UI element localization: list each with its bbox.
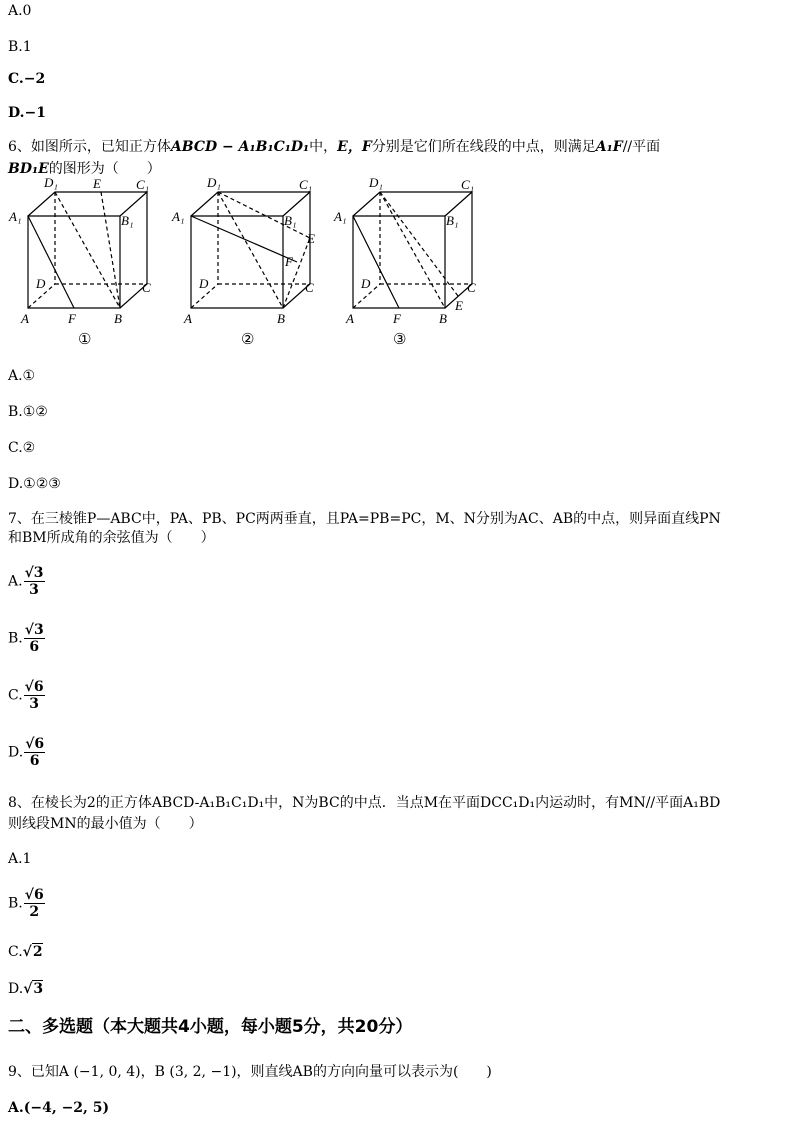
q5-option-a: A.0 <box>8 3 32 19</box>
q7-option-c-fraction: $\frac{√6}{3}$ <box>24 679 44 712</box>
q8-option-b <box>8 887 45 920</box>
fig1-label-e: E <box>93 176 101 191</box>
fig3-label-f: F <box>393 311 401 326</box>
q6-ef: E，F <box>337 139 372 155</box>
q7-option-d <box>8 736 45 769</box>
q6-mid1: 中， <box>309 139 338 155</box>
fig1-label-b1: B₁ <box>121 213 134 228</box>
q7-option-c-label: C. <box>8 687 23 704</box>
q9-stem: 9、已知A (−1, 0, 4)，B (3, 2, −1)，则直线AB的方向向量可以表示为( ) <box>8 1064 492 1080</box>
fig1-label-d: D <box>36 276 46 291</box>
q7-option-a-label: A. <box>8 573 23 590</box>
q7-option-a-fraction: $\frac{√3}{3}$ <box>24 565 44 598</box>
section-2-heading: 二、多选题（本大题共4小题，每小题5分，共20分） <box>8 1017 413 1037</box>
q7-stem-line1: 7、在三棱锥P—ABC中，PA、PB、PC两两垂直，且PA=PB=PC，M、N分别为AC、AB的中点，则异面直线PN <box>8 511 721 527</box>
q7-option-b-label: B. <box>8 630 23 647</box>
q6-mid3: //平面 <box>622 139 661 155</box>
q6-option-a: A.① <box>8 368 36 384</box>
fig2-label-b1: B₁ <box>284 213 297 228</box>
q5-option-b: B.1 <box>8 39 32 55</box>
q8-stem-line2: 则线段MN的最小值为（ ） <box>8 816 203 832</box>
q7-option-d-label: D. <box>8 744 24 761</box>
fig2-label-d1: D₁ <box>207 175 221 190</box>
fig1-label-c1: C₁ <box>136 177 150 192</box>
q6-stem-line1 <box>8 138 660 156</box>
fig3-label-d: D <box>361 276 371 291</box>
q6-a1f: A₁F <box>595 139 623 155</box>
fig3-label-c1: C₁ <box>461 177 475 192</box>
fig2-label-c1: C₁ <box>299 177 313 192</box>
q6-mid2: 分别是它们所在线段的中点，则满足 <box>371 139 596 155</box>
q6-suffix: 的图形为（ ） <box>48 161 161 177</box>
q7-option-c <box>8 679 45 712</box>
figure-2-caption: ② <box>241 332 255 348</box>
fig3-label-d1: D₁ <box>369 175 383 190</box>
q6-option-c: C.② <box>8 440 36 456</box>
figure-1 <box>8 175 151 348</box>
q6-cube-name: ABCD − A₁B₁C₁D₁ <box>170 139 310 155</box>
figure-3 <box>333 175 476 348</box>
q6-prefix: 6、如图所示，已知正方体 <box>8 139 171 155</box>
fig3-label-c: C <box>467 280 476 295</box>
fig1-label-f: F <box>68 311 76 326</box>
q6-option-d: D.①②③ <box>8 476 61 492</box>
q8-option-c-label: C. <box>8 944 23 960</box>
q8-option-b-fraction: $\frac{√6}{2}$ <box>24 887 44 920</box>
q6-option-b: B.①② <box>8 404 48 420</box>
q8-option-c <box>8 943 43 961</box>
fig2-label-b: B <box>277 311 285 326</box>
fig3-label-b: B <box>439 311 447 326</box>
q6-figures <box>0 172 794 352</box>
fig1-label-c: C <box>142 280 151 295</box>
q8-option-d-label: D. <box>8 981 24 997</box>
fig3-label-a: A <box>346 311 354 326</box>
fig1-label-a1: A₁ <box>9 209 22 224</box>
q7-option-b <box>8 622 45 655</box>
q7-option-a <box>8 565 45 598</box>
fig2-label-a1: A₁ <box>172 209 185 224</box>
fig3-label-e: E <box>455 298 463 313</box>
q7-stem-line2: 和BM所成角的余弦值为（ ） <box>8 530 215 546</box>
q8-option-d <box>8 980 43 998</box>
q8-option-a: A.1 <box>8 851 32 867</box>
figure-2 <box>171 175 315 348</box>
fig1-label-a: A <box>21 311 29 326</box>
q5-option-d: D.−1 <box>8 105 46 121</box>
q8-stem-line1: 8、在棱长为2的正方体ABCD-A₁B₁C₁D₁中，N为BC的中点．当点M在平面DCC₁D₁内运动时，有MN//平面A₁BD <box>8 795 721 811</box>
figure-1-caption: ① <box>78 332 92 348</box>
q9-option-a: A.(−4, −2, 5) <box>8 1100 110 1116</box>
fig3-label-b1: B₁ <box>446 213 459 228</box>
q5-option-c: C.−2 <box>8 71 46 87</box>
fig1-label-d1: D₁ <box>44 175 58 190</box>
fig1-label-b: B <box>114 311 122 326</box>
fig2-label-f: F <box>285 254 293 269</box>
q6-plane: BD₁E <box>8 161 49 177</box>
q8-option-c-sqrt: √2 <box>22 944 43 960</box>
q8-option-b-label: B. <box>8 895 23 912</box>
fig2-label-a: A <box>184 311 192 326</box>
fig3-label-a1: A₁ <box>334 209 347 224</box>
q7-option-d-fraction: $\frac{√6}{6}$ <box>25 736 45 769</box>
fig2-label-c: C <box>305 280 314 295</box>
q8-option-d-sqrt: √3 <box>23 981 44 997</box>
q7-option-b-fraction: $\frac{√3}{6}$ <box>24 622 44 655</box>
fig2-label-e: E <box>307 231 315 246</box>
figure-3-caption: ③ <box>393 332 407 348</box>
fig2-label-d: D <box>199 276 209 291</box>
